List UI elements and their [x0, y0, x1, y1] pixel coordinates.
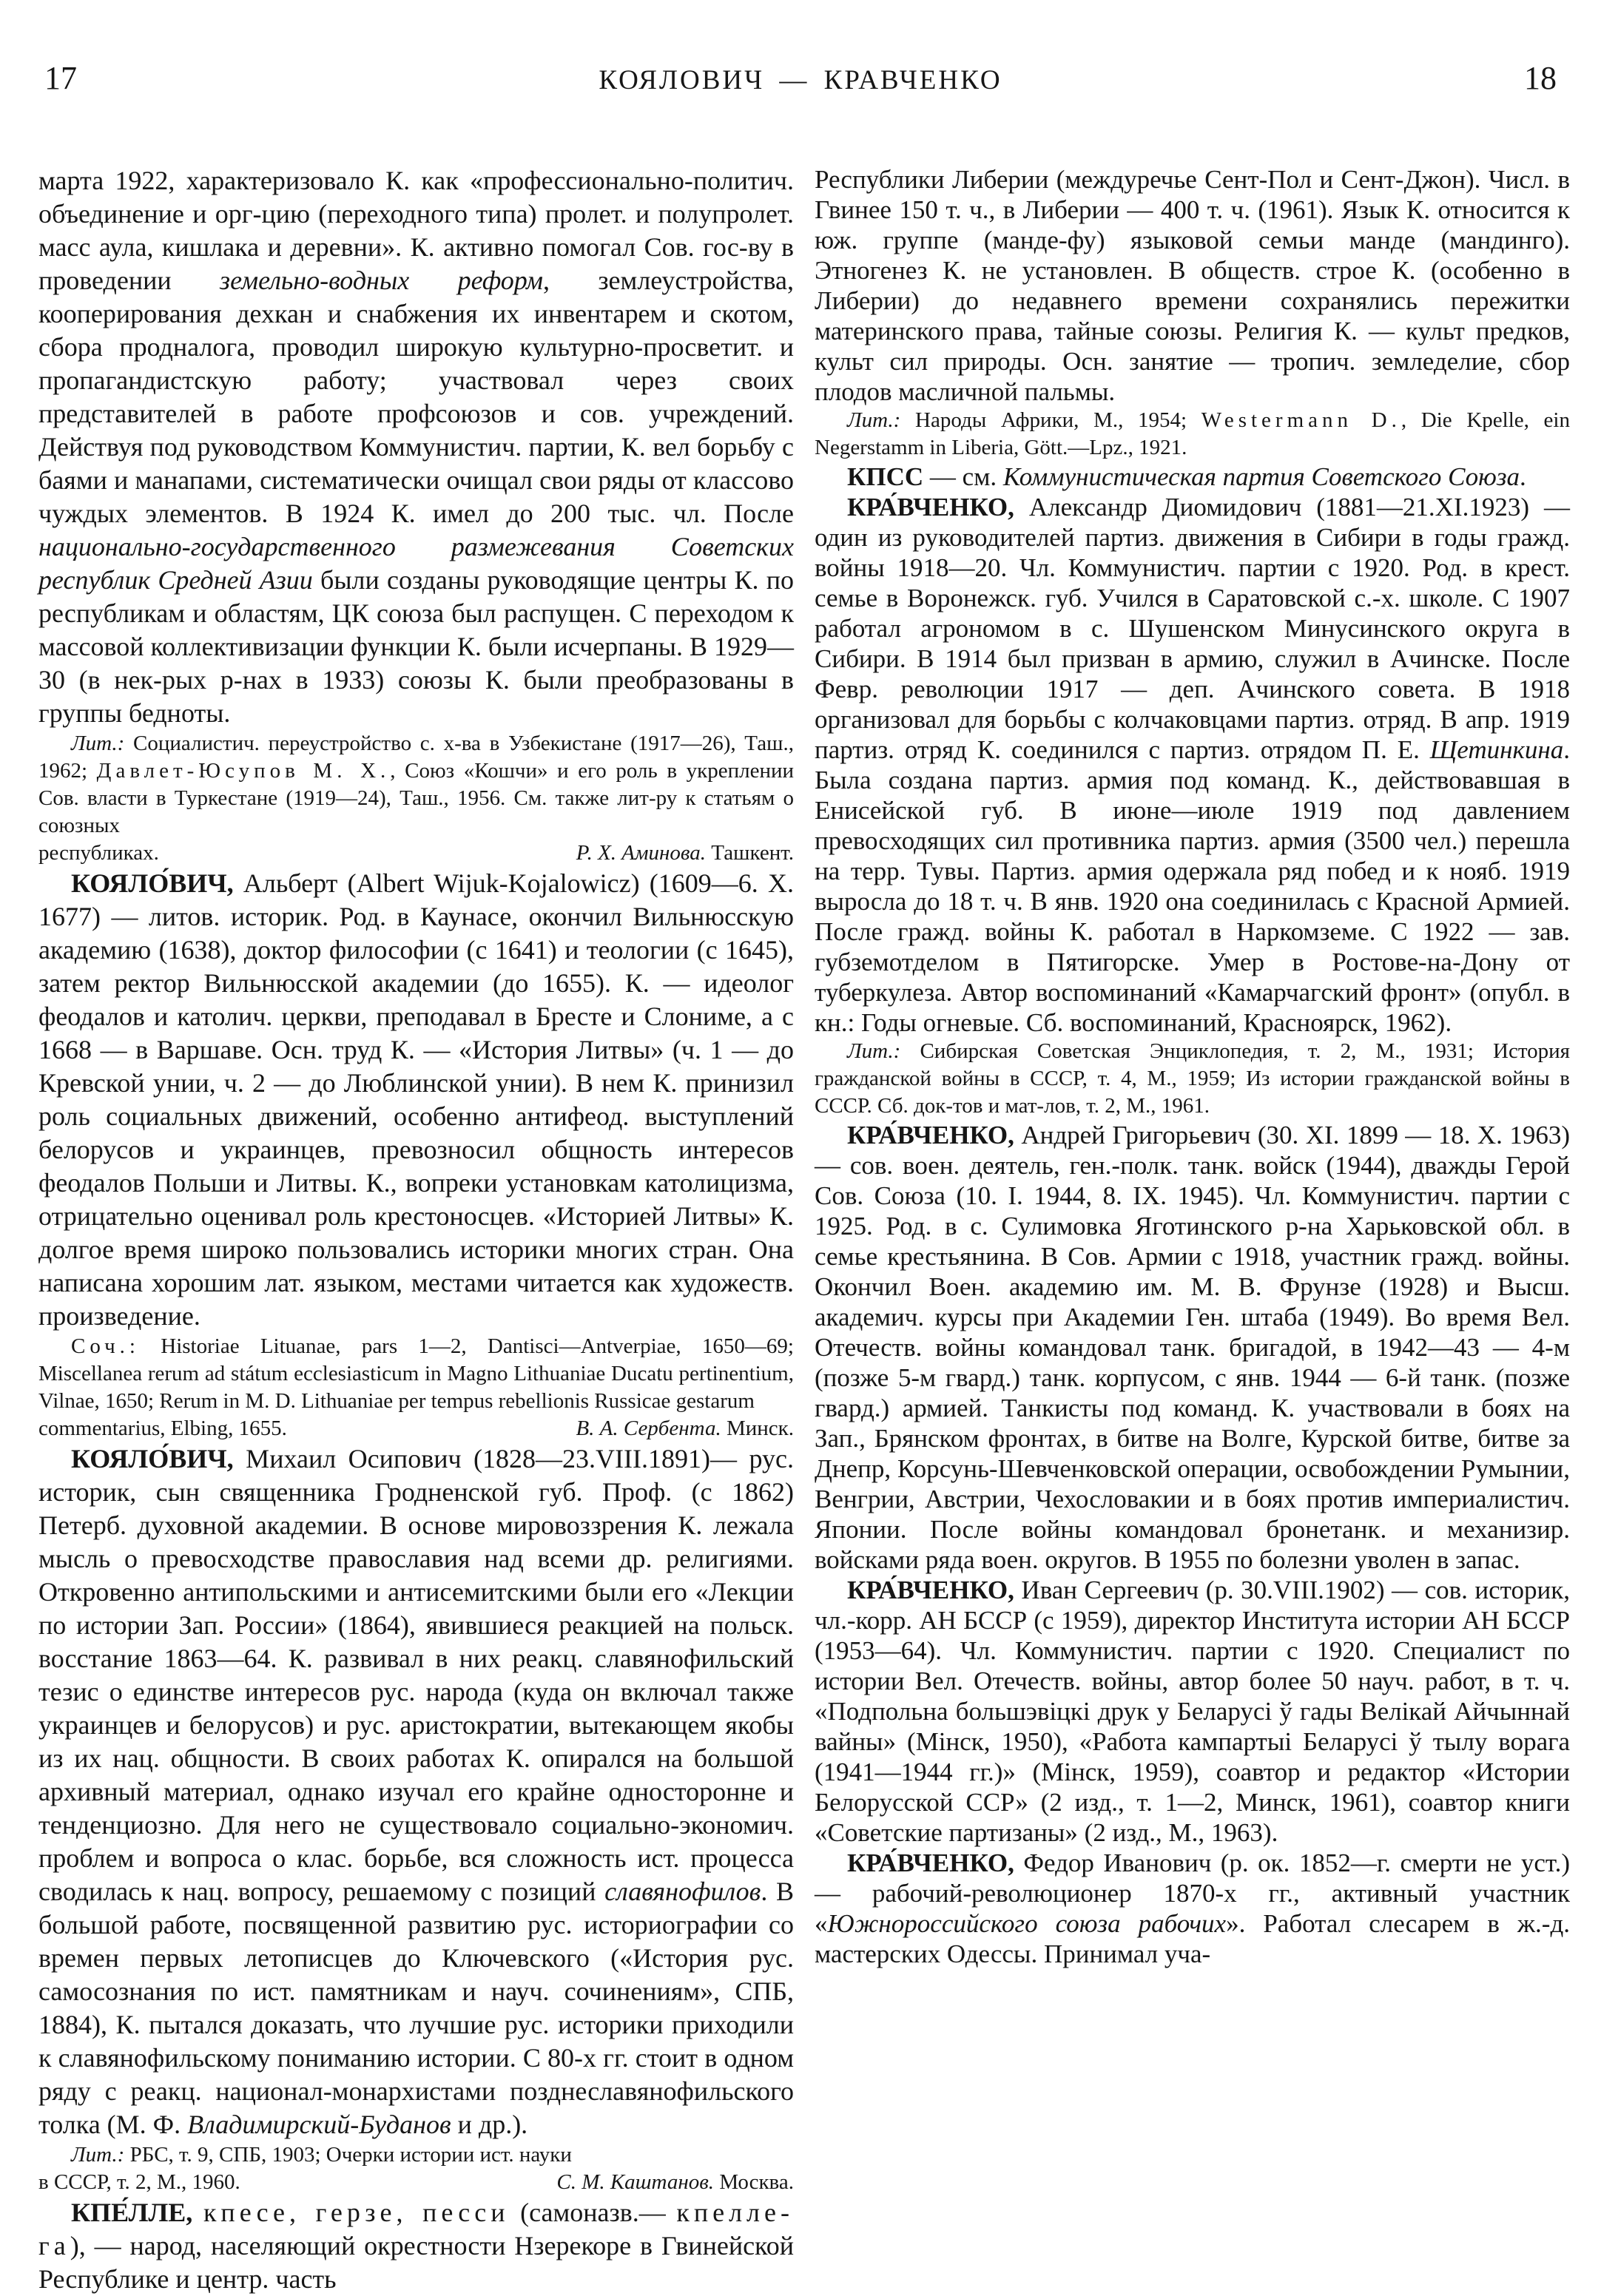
page-number-right: 18: [1524, 60, 1557, 96]
literature-kpelle: [815, 407, 1570, 462]
signature-serbenta: [38, 1415, 794, 1442]
text-run: С. М. Каштанов.: [556, 2170, 715, 2194]
text-run: кпелле-га: [38, 2198, 794, 2260]
text-run: республиках.: [38, 841, 159, 865]
text-run: были созданы руководящие центры К. по республикам и областям, ЦК союза был распущен. С переходом к массовой коллективизации функции К. были исчерпаны. В 1929—30 (в нек-рых р-нах в 1933) союзы К. были преобразованы в группы бедноты.: [38, 565, 794, 728]
text-run: Александр Диомидович (1881—21.XI.1923) — один из руководителей партиз. движения в Сибири в годы гражд. войны 1918—20. Чл. Коммунистич. партии с 1920. Род. в крест. семье в Воронежск. губ. Учился в Саратовской с.-х. школе. С 1907 работал агрономом в с. Шушенском Минусинского округа в Сибири. В 1914 был призван в армию, служил в Ачинске. После Февр. революции 1917 — деп. Ачинского совета. В 1918 организовал для борьбы с колчаковцами партиз. отряд. В апр. 1919 партиз. отряд К. соединился с партиз. отрядом П. Е.: [815, 493, 1570, 764]
text-run: Коммунистическая партия Советского Союза: [1002, 462, 1520, 491]
entry-kravchenko-ivan: [815, 1575, 1570, 1848]
page-header: [44, 59, 1557, 97]
entry-kravchenko-andrey: [815, 1120, 1570, 1575]
text-run: кпесе, герзе, песси: [203, 2198, 510, 2227]
text-run: Ташкент.: [706, 841, 794, 865]
entry-kpss: [815, 462, 1570, 492]
page-number-left: 17: [44, 60, 77, 96]
text-run: Народы Африки, М., 1954;: [900, 408, 1201, 432]
text-run: Альберт (Albert Wijuk-Kojalowicz) (1609—6. X. 1677) — литов. историк. Род. в Каунасе, окончил Вильнюсскую академию (1638), доктор философии (с 1641) и теологии (с 1645), затем ректор Вильнюсской академии (до 1655). К. — идеолог феодалов и католич. церкви, преподавал в Бресте и Слониме, а с 1668 — в Варшаве. Осн. труд К. — «История Литвы» (ч. 1 — до Кревской унии, ч. 2 — до Люблинской унии). В нем К. принизил роль социальных движений, особенно антифеод. выступлений белорусов и украинцев, превозносил общность интересов феодалов Польши и Литвы. К., вопреки установкам католицизма, отрицательно оценивал роль крестоносцев. «Историей Литвы» К. долгое время широко пользовались историки многих стран. Она написана хорошим лат. языком, местами читается как художеств. произведение.: [38, 868, 794, 1331]
text-run: , землеустройства, кооперирования дехкан и снабжения их инвентарем и скотом, сбора продналога, проводил широкую культурно-просветит. и пропагандистскую работу; участвовал через своих представителей в работе профсоюзов и сов. учреждений. Действуя под руководством Коммунистич. партии, К. вел борьбу с баями и манапами, систематически очищал свои ряды от классово чуждых элементов. В 1924 К. имел до 200 тыс. чл. После: [38, 266, 794, 528]
text-run: ». Работал слесарем в ж.-д. мастерских Одессы. Принимал уча-: [815, 1909, 1571, 1968]
literature-kravchenko-aleksandr: [815, 1038, 1570, 1120]
entry-kravchenko-aleksandr: [815, 492, 1570, 1038]
text-run: Андрей Григорьевич (30. XI. 1899 — 18. X. 1963)— сов. воен. деятель, ген.-полк. танк. войск (1944), дважды Герой Сов. Союза (10. I. 1944, 8. IX. 1945). Чл. Коммунистич. партии с 1925. Род. в с. Сулимовка Яготинского р-на Харьковской обл. в семье крестьянина. В Сов. Армии с 1918, участник гражд. войны. Окончил Воен. академию им. М. В. Фрунзе (1928) и Высш. академич. курсы при Академии Ген. штаба (1949). Во время Вел. Отечеств. войны командовал танк. бригадой, в 1942—43 — 4-м (позже 5-м гвард.) танк. корпусом, с янв. 1944 — 6-й танк. (позже гвард.) армией. Танкисты под команд. К. участвовали в боях на Зап., Брянском фронтах, в битве на Волге, Курской битве, битве за Днепр, Корсунь-Шевченковской операции, освобождении Румынии, Венгрии, Австрии, Чехословакии и в боях против империалистич. Японии. После войны командовал бронетанк. и механизир. войсками ряда воен. округов. В 1955 по болезни уволен в запас.: [815, 1121, 1570, 1574]
text-run: КРА́ВЧЕНКО,: [847, 1121, 1014, 1149]
text-run: Михаил Осипович (1828—23.VIII.1891)— рус. историк, сын священника Гродненской губ. Проф. (с 1862) Петерб. духовной академии. В основе мировоззрения К. лежала мысль о превосходстве православия над всеми др. религиями. Откровенно антипольскими и антисемитскими были его «Лекции по истории Зап. России» (1864), явившиеся реакцией на польск. восстание 1863—64. К. развивал в них реакц. славянофильский тезис о единстве интересов рус. народа (куда он включал также украинцев и белорусов) и рус. аристократии, вытекающем якобы из их нац. общности. В своих работах К. опирался на большой архивный материал, однако изучал его крайне односторонне и тенденциозно. Для него не существовало социально-экономич. проблем и вопроса о клас. борьбе, вся сложность ист. процесса сводилась к нац. вопросу, решаемому с позиций: [38, 1444, 794, 1906]
entry-kojalovich-albert: [38, 867, 794, 1333]
text-run: в СССР, т. 2, М., 1960.: [38, 2170, 240, 2194]
literature-kojalovich-mikhail: [38, 2141, 794, 2169]
text-run: Лит.:: [847, 408, 901, 432]
text-run: Соч.:: [71, 1334, 140, 1358]
text-run: Москва.: [714, 2170, 794, 2194]
signature-kashtanov: [38, 2169, 794, 2196]
text-run: земельно-водных реформ: [220, 266, 543, 295]
text-run: Федор Иванович (р. ок. 1852—г. смерти не уст.) — рабочий-революционер 1870-х гг., активный участник «: [815, 1848, 1570, 1938]
text-run: КПСС: [847, 462, 924, 491]
text-run: Р. Х. Аминова.: [576, 841, 707, 865]
entry-kpelle: [38, 2196, 794, 2296]
text-run: национально-государственного размежевания Советских республик Средней Азии: [38, 532, 794, 595]
signature-aminova: [38, 840, 794, 867]
text-run: и др.).: [451, 2110, 528, 2139]
running-title: КОЯЛОВИЧ — КРАВЧЕНКО: [599, 65, 1002, 95]
text-run: , Die Kpelle, ein Negerstamm in Liberia, Gött.—Lpz., 1921.: [815, 408, 1570, 459]
text-run: Щетинкина: [1429, 735, 1564, 764]
text-run: В. А. Сербента.: [576, 1417, 721, 1440]
text-run: марта 1922, характеризовало К. как «профессионально-политич. объединение и орг-цию (переходного типа) пролет. и полупролет. масс аула, кишлака и деревни». К. активно помогал Сов. гос-ву в проведении: [38, 166, 794, 295]
entry-kojalovich-mikhail: [38, 1442, 794, 2141]
text-run: КРА́ВЧЕНКО,: [847, 1576, 1014, 1604]
text-run: . Была создана партиз. армия под команд. К., действовавшая в Енисейской губ. В июне—июле 1919 под давлением превосходящих сил противника партиз. армия (3500 чел.) перешла на терр. Тувы. Партиз. армия одержала ряд побед и к нояб. 1919 выросла до 18 т. ч. В янв. 1920 она соединилась с Красной Армией. После гражд. войны К. работал в Наркомземе. С 1922 — зав. губземотделом в Пятигорске. Умер в Ростове-на-Дону от туберкулеза. Автор воспоминаний «Камарчагский фронт» (опубл. в кн.: Годы огневые. Сб. воспоминаний, Красноярск, 1962).: [815, 735, 1570, 1037]
signature-line-text: [38, 1415, 287, 1442]
text-run: — см.: [923, 462, 1003, 491]
signature-line-text: [38, 840, 159, 867]
text-run: Лит.:: [847, 1039, 901, 1063]
text-run: Республики Либерии (междуречье Сент-Пол и Сент-Джон). Числ. в Гвинее 150 т. ч., в Либерии — 400 т. ч. (1961). Язык К. относится к юж. группе (манде-фу) языковой семьи манде (мандинго). Этногенез К. не установлен. В обществ. строе К. (особенно в Либерии) до недавнего времени сохранялись пережитки материнского права, тайные союзы. Религия К. — культ предков, культ сил природы. Осн. занятие — тропич. земледелие, сбор плодов масличной пальмы.: [815, 165, 1570, 406]
text-run: славянофилов: [604, 1877, 761, 1906]
works-kojalovich-albert: [38, 1333, 794, 1415]
text-run: Лит.:: [71, 732, 125, 755]
text-run: [192, 2198, 203, 2227]
entry-kpelle-continuation: [815, 164, 1570, 407]
text-run: (самоназв.—: [509, 2198, 677, 2227]
text-run: , Союз «Кошчи» и его роль в укреплении Сов. власти в Туркестане (1919—24), Таш., 1956. См. также лит-ру к статьям о союзных: [38, 759, 794, 837]
literature-koshchi: [38, 730, 794, 840]
text-run: Сибирская Советская Энциклопедия, т. 2, М., 1931; История гражданской войны в СССР, т. 4, М., 1959; Из истории гражданской войны в СССР. Сб. док-тов и мат-лов, т. 2, М., 1961.: [815, 1039, 1570, 1118]
text-run: Westermann D.: [1201, 408, 1401, 432]
entry-kravchenko-fedor: [815, 1848, 1570, 1969]
text-run: Южнороссийского союза рабочих: [827, 1909, 1227, 1938]
author-signature: [576, 1415, 794, 1442]
author-signature: [556, 2169, 794, 2196]
text-run: Иван Сергеевич (р. 30.VIII.1902) — сов. историк, чл.-корр. АН БССР (с 1959), директор Института истории АН БССР (1953—64). Чл. Коммунистич. партии с 1920. Специалист по истории Вел. Отечеств. войны, автор более 50 науч. работ, в т. ч. «Подпольна большэвіцкі друк у Беларусі ў гады Велікай Айчыннай вайны» (Мінск, 1950), «Работа кампартыі Беларусі ў тылу ворага (1941—1944 гг.)» (Мінск, 1959), соавтор и редактор «Истории Белорусской ССР» (2 изд., т. 1—2, Минск, 1961), соавтор книги «Советские партизаны» (2 изд., М., 1963).: [815, 1576, 1570, 1847]
author-signature: [576, 840, 794, 867]
text-run: Давлет-Юсупов М. Х.: [96, 759, 391, 783]
text-run: КРА́ВЧЕНКО,: [847, 493, 1014, 521]
text-run: КОЯЛО́ВИЧ,: [71, 868, 234, 898]
text-run: КРА́ВЧЕНКО,: [847, 1848, 1014, 1877]
article-koshchi-continuation: [38, 164, 794, 730]
text-run: Лит.:: [71, 2143, 125, 2167]
text-run: .: [1519, 462, 1526, 491]
text-run: КОЯЛО́ВИЧ,: [71, 1444, 234, 1473]
text-run: . В большой работе, посвященной развитию рус. историографии со времен первых летописцев до Ключевского («История рус. самосознания по ист. памятникам и науч. сочинениям», СПБ, 1884), К. пытался доказать, что лучшие рус. историки приходили к славянофильскому пониманию истории. С 80-х гг. стоит в одном ряду с реакц. национал-монархистами позднеславянофильского толка (М. Ф.: [38, 1877, 794, 2139]
text-run: Владимирский-Буданов: [187, 2110, 451, 2139]
text-run: Historiae Lituanae, pars 1—2, Dantisci—Antverpiae, 1650—69; Miscellanea rerum ad státum ecclesiasticum in Magno Lithuaniae Ducatu pertinentium, Vilnae, 1650; Rerum in M. D. Lithuaniae per tempus rebellionis Russicae gestarum: [38, 1334, 794, 1413]
text-run: КПЕ́ЛЛЕ,: [71, 2198, 193, 2227]
page-body: [38, 164, 1571, 2294]
text-run: РБС, т. 9, СПБ, 1903; Очерки истории ист. науки: [124, 2143, 572, 2167]
text-run: commentarius, Elbing, 1655.: [38, 1417, 287, 1440]
text-run: Минск.: [721, 1417, 794, 1440]
text-run: Социалистич. переустройство с. х-ва в Узбекистане (1917—26), Таш., 1962;: [38, 732, 794, 783]
column-right: [815, 164, 1570, 2147]
signature-line-text: [38, 2169, 240, 2196]
text-run: ), — народ, населяющий окрестности Нзерекоре в Гвинейской Республике и центр. часть: [38, 2231, 794, 2294]
column-left: [38, 164, 794, 2294]
